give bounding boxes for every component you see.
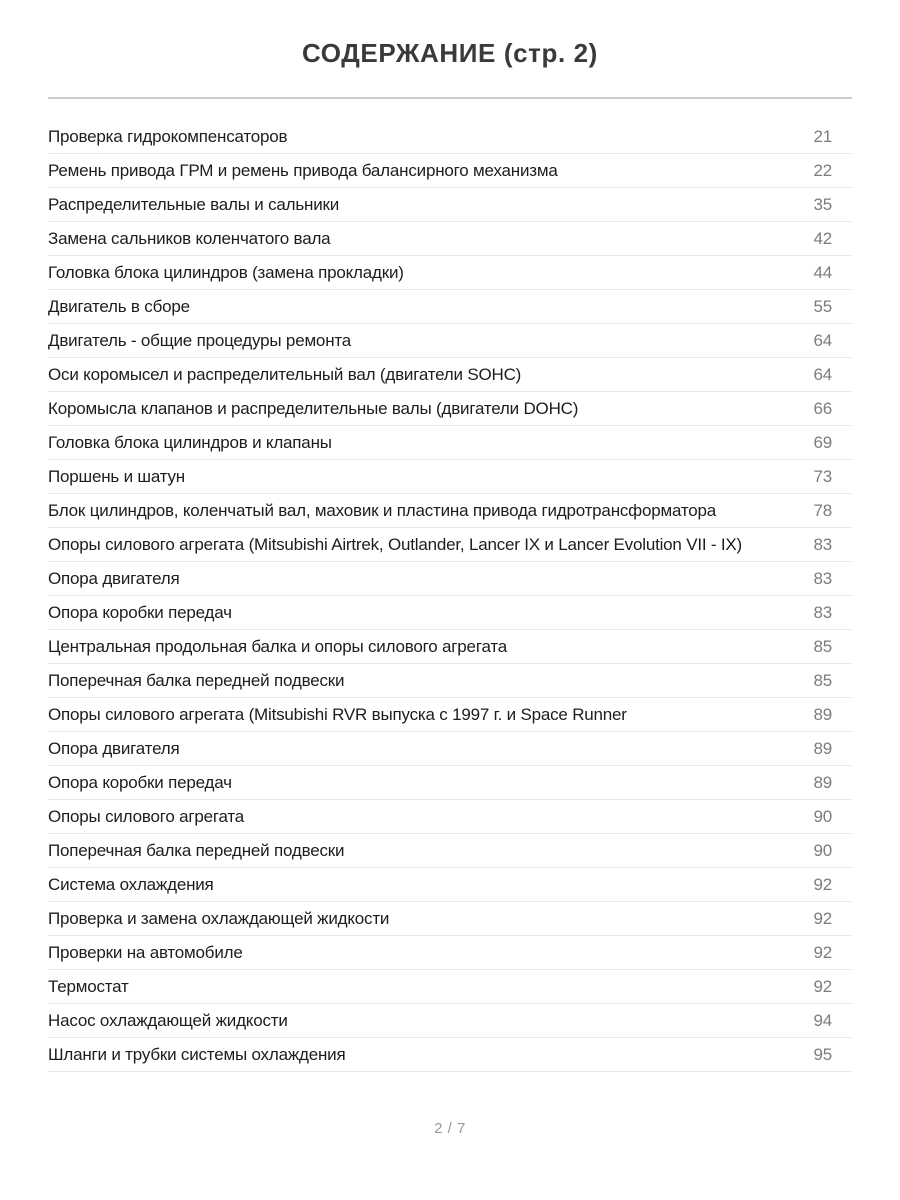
toc-entry-page-number: 42 — [813, 228, 832, 248]
toc-entry — [48, 596, 852, 630]
toc-entry-page-number: 21 — [813, 126, 832, 146]
toc-entry — [48, 902, 852, 936]
toc-entry-title: Головка блока цилиндров и клапаны — [48, 432, 332, 452]
toc-entry — [48, 528, 852, 562]
toc-entry-title: Поршень и шатун — [48, 466, 185, 486]
toc-entry-page-number: 73 — [813, 466, 832, 486]
toc-entry-title: Опора двигателя — [48, 738, 180, 758]
toc-entry — [48, 800, 852, 834]
toc-entry — [48, 834, 852, 868]
toc-entry-title: Поперечная балка передней подвески — [48, 840, 345, 860]
toc-entry-page-number: 64 — [813, 364, 832, 384]
toc-entry — [48, 1038, 852, 1072]
toc-entry-page-number: 92 — [813, 908, 832, 928]
toc-entry — [48, 392, 852, 426]
toc-entry — [48, 358, 852, 392]
toc-entry-page-number: 85 — [813, 636, 832, 656]
toc-entry-page-number: 69 — [813, 432, 832, 452]
toc-entry-title: Опора коробки передач — [48, 772, 232, 792]
toc-list — [48, 120, 852, 1072]
toc-entry-page-number: 92 — [813, 874, 832, 894]
toc-entry — [48, 868, 852, 902]
toc-entry — [48, 562, 852, 596]
toc-entry — [48, 494, 852, 528]
toc-entry-title: Шланги и трубки системы охлаждения — [48, 1044, 346, 1064]
toc-entry-page-number: 55 — [813, 296, 832, 316]
toc-entry-title: Центральная продольная балка и опоры силового агрегата — [48, 636, 507, 656]
toc-entry-title: Насос охлаждающей жидкости — [48, 1010, 288, 1030]
toc-entry-title: Опоры силового агрегата (Mitsubishi RVR выпуска с 1997 г. и Space Runner — [48, 704, 627, 724]
toc-entry-page-number: 22 — [813, 160, 832, 180]
toc-entry-title: Опоры силового агрегата — [48, 806, 245, 826]
toc-entry-page-number: 85 — [813, 670, 832, 690]
toc-entry-title: Опоры силового агрегата (Mitsubishi Airtrek, Outlander, Lancer IX и Lancer Evolution VII - IX) — [48, 534, 743, 554]
toc-entry — [48, 460, 852, 494]
toc-entry-title: Головка блока цилиндров (замена прокладки) — [48, 262, 404, 282]
toc-entry-page-number: 44 — [813, 262, 832, 282]
toc-entry-title: Проверка гидрокомпенсаторов — [48, 126, 288, 146]
toc-entry-title: Распределительные валы и сальники — [48, 194, 340, 214]
page-title: СОДЕРЖАНИЕ (стр. 2) — [302, 38, 598, 68]
toc-entry-page-number: 83 — [813, 568, 832, 588]
toc-entry — [48, 154, 852, 188]
toc-entry-title: Замена сальников коленчатого вала — [48, 228, 331, 248]
toc-entry — [48, 630, 852, 664]
toc-entry-page-number: 90 — [813, 840, 832, 860]
toc-entry-title: Оси коромысел и распределительный вал (двигатели SOHC) — [48, 364, 522, 384]
toc-entry — [48, 766, 852, 800]
toc-entry-title: Ремень привода ГРМ и ремень привода балансирного механизма — [48, 160, 558, 180]
toc-entry-title: Проверки на автомобиле — [48, 942, 243, 962]
toc-entry-page-number: 95 — [813, 1044, 832, 1064]
toc-entry-title: Система охлаждения — [48, 874, 214, 894]
toc-entry-title: Двигатель в сборе — [48, 296, 190, 316]
toc-entry-page-number: 64 — [813, 330, 832, 350]
toc-entry-title: Двигатель - общие процедуры ремонта — [48, 330, 352, 350]
toc-entry-page-number: 89 — [813, 772, 832, 792]
toc-entry-page-number: 83 — [813, 534, 832, 554]
toc-entry — [48, 222, 852, 256]
toc-entry-page-number: 35 — [813, 194, 832, 214]
toc-entry — [48, 290, 852, 324]
toc-entry — [48, 426, 852, 460]
toc-entry — [48, 188, 852, 222]
toc-entry — [48, 698, 852, 732]
page-indicator: 2 / 7 — [434, 1120, 466, 1137]
toc-entry — [48, 1004, 852, 1038]
toc-entry-page-number: 78 — [813, 500, 832, 520]
toc-entry — [48, 936, 852, 970]
toc-entry — [48, 732, 852, 766]
toc-entry — [48, 256, 852, 290]
toc-entry — [48, 324, 852, 358]
toc-entry-page-number: 94 — [813, 1010, 832, 1030]
toc-entry-title: Опора коробки передач — [48, 602, 232, 622]
toc-entry-title: Термостат — [48, 976, 129, 996]
toc-entry — [48, 970, 852, 1004]
toc-entry-page-number: 66 — [813, 398, 832, 418]
toc-entry-page-number: 92 — [813, 942, 832, 962]
toc-entry — [48, 120, 852, 154]
toc-entry-title: Поперечная балка передней подвески — [48, 670, 345, 690]
toc-entry-title: Коромысла клапанов и распределительные валы (двигатели DOHC) — [48, 398, 579, 418]
toc-entry-page-number: 83 — [813, 602, 832, 622]
toc-entry-title: Блок цилиндров, коленчатый вал, маховик и пластина привода гидротрансформатора — [48, 500, 717, 520]
toc-entry-title: Опора двигателя — [48, 568, 180, 588]
toc-entry-page-number: 90 — [813, 806, 832, 826]
toc-entry-page-number: 89 — [813, 738, 832, 758]
title-divider — [48, 97, 852, 99]
toc-entry-page-number: 92 — [813, 976, 832, 996]
toc-entry — [48, 664, 852, 698]
toc-entry-title: Проверка и замена охлаждающей жидкости — [48, 908, 390, 928]
toc-entry-page-number: 89 — [813, 704, 832, 724]
